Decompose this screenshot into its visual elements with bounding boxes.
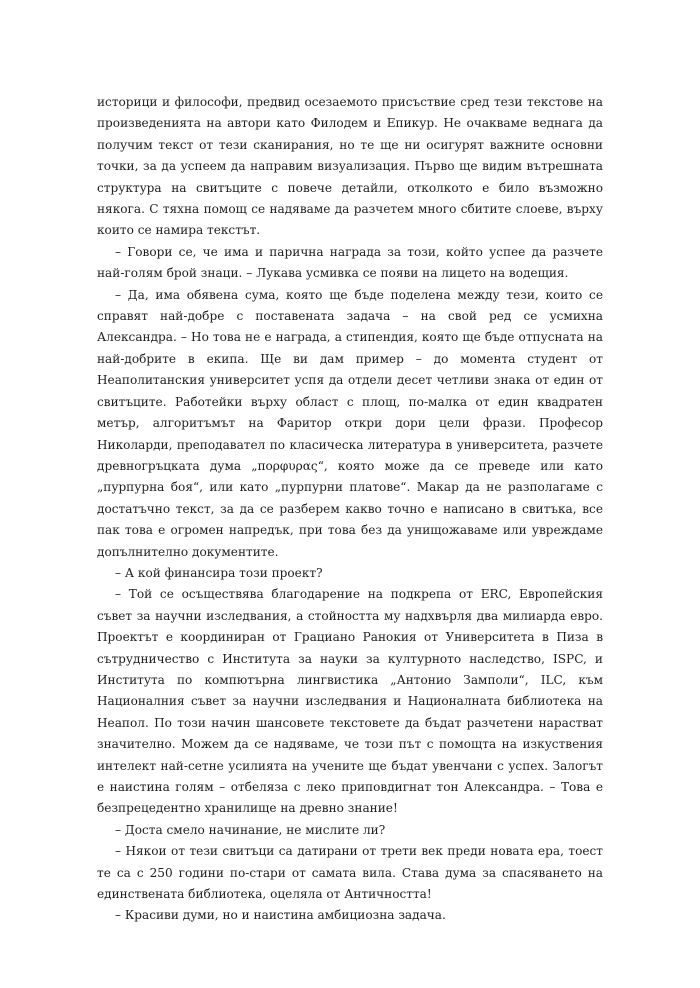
paragraph-dialogue-scholarship: – Да, има обявена сума, която ще бъде поделена между тези, които се справят най-добре с поставената задача – на свой ред се усмихна Александра. – Но това не е награда, а стипендия, която ще бъде отпусната на най-добрите в екипа. Ще ви дам пример – до момента студент от Неаполитанския университет успя да отдели десет четливи знака от един от свитъците. Работейки върху област с площ, по-малка от един квадратен метър, алгоритъмът на Фаритор откри дори цели фрази. Професор Николарди, преподавател по класическа литература в университета, разчете древногръцката дума „πορφυρας“, която може да се преведе или като „пурпурна боя“, или като „пурпурни платове“. Макар да не разполагаме с достатъчно текст, за да се разберем какво точно е написано в свитъка, все пак това е огромен напредък, при това без да унищожаваме или увреждаме допълнително документите. [97,287,603,559]
paragraph-continuation: историци и философи, предвид осезаемото присъствие сред тези текстове на произведенията на автори като Филодем и Епикур. Не очакваме веднага да получим текст от тези сканирания, но те ще ни осигурят важните основни точки, за да успеем да направим визуализация. Първо ще видим вътрешната структура на свитъците с повече детайли, отколкото е било възможно някога. С тяхна помощ се надяваме да разчетем много сбитите слоеве, върху които се намира текстът. [97,95,603,238]
page-body-text [97,92,603,927]
paragraph-dialogue-funding-answer: – Той се осъществява благодарение на подкрепа от ERC, Европейския съвет за научни изследвания, а стойността му надхвърля два милиарда евро. Проектът е координиран от Грациано Ранокия от Университета в Пиза в сътрудничество с Института за науки за културното наследство, ISPC, и Института по компютърна лингвистика „Антонио Замполи“, ILC, към Националния съвет за научни изследвания и Националната библиотека на Неапол. По този начин шансовете текстовете да бъдат разчетени нарастват значително. Можем да се надяваме, че този път с помощта на изкуствения интелект най-сетне усилията на учените ще бъдат увенчани с успех. Залогът е наистина голям – отбеляза с леко приповдигнат тон Александра. – Това е безпрецедентно хранилище на древно знание! [97,587,603,816]
paragraph-dialogue-prize: – Говори се, че има и парична награда за този, който успее да разчете най-голям брой знаци. – Лукава усмивка се появи на лицето на водещия. [97,244,603,281]
paragraph-dialogue-funding-question: – А кой финансира този проект? [115,565,323,580]
paragraph-dialogue-bold-venture: – Доста смело начинание, не мислите ли? [115,822,386,837]
paragraph-dialogue-ambitious-task: – Красиви думи, но и наистина амбициозна задача. [115,908,446,923]
paragraph-dialogue-scroll-dating: – Някои от тези свитъци са датирани от трети век преди новата ера, тоест те са с 250 години по-стари от самата вила. Става дума за спасяването на единствената библиотека, оцеляла от Античността! [97,844,603,902]
